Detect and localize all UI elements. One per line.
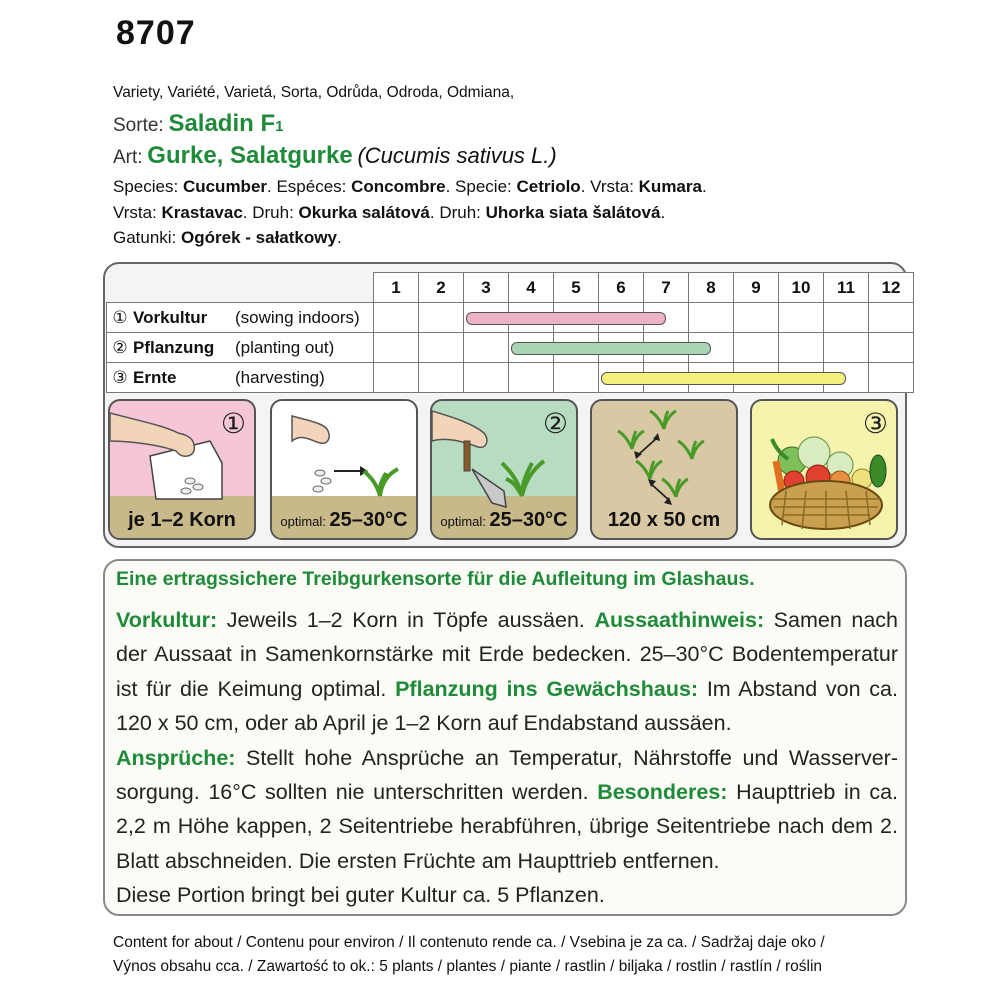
month-header: 7 — [644, 273, 689, 303]
species-line-2: Vrsta: Krastavac. Druh: Okurka salátová. Druh: Uhorka siata šalátová. — [113, 203, 666, 222]
art-line — [113, 142, 557, 170]
month-header: 8 — [689, 273, 734, 303]
tile-spacing — [590, 399, 738, 540]
month-header: 4 — [509, 273, 554, 303]
tile-caption: optimal: 25–30°C — [280, 509, 408, 531]
tile-caption: je 1–2 Korn — [128, 509, 236, 531]
step-1-symbol: ① — [112, 307, 128, 327]
month-header: 12 — [869, 273, 914, 303]
step-3-symbol: ③ — [112, 367, 128, 387]
section-heading: Pflanzung ins Gewächshaus: — [395, 676, 699, 701]
instruction-text: Im Abstand von ca. 120 x 50 cm, oder ab April je 1–2 Korn auf Endabstand aussäen. — [116, 676, 898, 736]
section-heading: Ansprüche: — [116, 745, 236, 770]
product-code: 8707 — [116, 14, 196, 52]
month-header: 3 — [464, 273, 509, 303]
month-header: 2 — [419, 273, 464, 303]
month-header: 11 — [824, 273, 869, 303]
month-header: 9 — [734, 273, 779, 303]
sorte-line — [113, 110, 283, 138]
content-footer-line-2: Výnos obsahu cca. / Zawartość to ok.: 5 plants / plantes / piante / rastlin / biljaka / rostlin / rastlín / roślin — [113, 958, 823, 975]
month-header: 6 — [599, 273, 644, 303]
instruction-text: Haupttrieb in ca. 2,2 m Höhe kappen, 2 Seitentriebe herabführen, übrige Seitentriebe nach dem 2. Blatt abschneiden. Die ersten Früchte am Haupttrieb entfernen. — [116, 780, 899, 873]
tile-planting-out — [430, 399, 578, 540]
tile-caption: 120 x 50 cm — [607, 509, 721, 531]
row-label-de: Vorkultur — [133, 307, 208, 327]
month-header: 1 — [374, 273, 419, 303]
species-line-1: Species: Cucumber. Espéces: Concombre. Specie: Cetriolo. Vrsta: Kumara. — [113, 177, 707, 196]
calendar-bar-pflanzung — [511, 342, 712, 355]
tile-caption: optimal: 25–30°C — [440, 509, 568, 531]
tile-harvest — [750, 399, 898, 540]
calendar-bar-ernte — [601, 372, 847, 385]
step-2-circle: ② — [542, 408, 568, 439]
month-header: 10 — [779, 273, 824, 303]
art-label: Art: — [113, 147, 143, 168]
tile-sowing-indoors — [108, 399, 256, 540]
instruction-text: Diese Portion bringt bei guter Kultur ca. 5 Pflanzen. — [116, 883, 605, 908]
sorte-label: Sorte: — [113, 115, 164, 136]
content-footer-line-1: Content for about / Contenu pour environ / Il contenuto rende ca. / Vsebina je za ca. / Sadržaj daje oko / — [113, 934, 825, 951]
step-2-symbol: ② — [112, 337, 128, 357]
step-3-circle: ③ — [862, 408, 888, 439]
month-header: 5 — [554, 273, 599, 303]
row-label-en: (planting out) — [235, 337, 335, 357]
variety-languages: Variety, Variété, Varietá, Sorta, Odrůda, Odroda, Odmiana, — [113, 84, 515, 101]
calendar-bar-vorkultur — [466, 312, 667, 325]
variety-name: Saladin F1 — [168, 110, 284, 137]
row-label-en: (harvesting) — [235, 367, 325, 387]
section-heading: Aussaathinweis: — [594, 608, 765, 632]
step-1-circle: ① — [220, 408, 246, 439]
species-name: Gurke, Salatgurke — [147, 142, 353, 169]
row-label-en: (sowing indoors) — [235, 307, 360, 327]
calendar-corner — [107, 273, 374, 303]
row-label-de: Ernte — [133, 367, 177, 387]
instruction-text: Stellt hohe Ansprüche an Temperatur, Nährstoffe und Wasserver-sorgung. 16°C sollten nie unterschritten werden. — [116, 745, 898, 805]
section-heading: Vorkultur: — [116, 608, 218, 632]
latin-name: (Cucumis sativus L.) — [357, 143, 557, 168]
cultivation-instructions — [116, 603, 898, 913]
section-heading: Besonderes: — [597, 780, 728, 805]
species-line-3: Gatunki: Ogórek - sałatkowy. — [113, 228, 342, 247]
row-label-de: Pflanzung — [133, 337, 215, 357]
tile-germination — [270, 399, 418, 540]
instruction-text: Samen nach der Aussaat in Samenkornstärke mit Erde bedecken. 25–30°C Bodentemperatur ist für die Keimung optimal. — [116, 608, 898, 701]
instruction-text: Jeweils 1–2 Korn in Töpfe aussäen. — [217, 608, 595, 632]
headline: Eine ertragssichere Treibgurkensorte für die Aufleitung im Glashaus. — [116, 568, 755, 590]
